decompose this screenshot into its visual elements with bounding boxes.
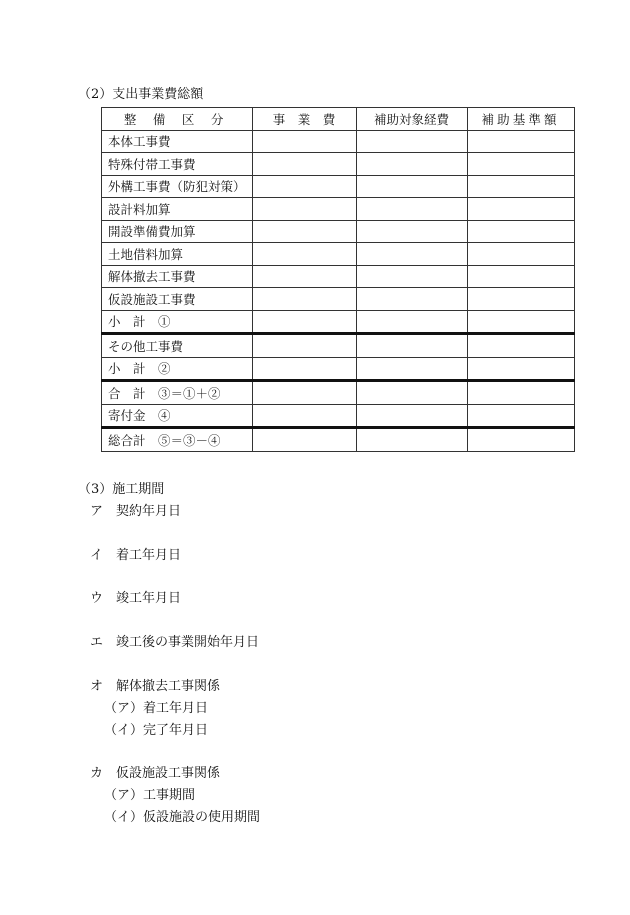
period-subitem: （イ）完了年月日 [104,723,209,738]
project-cost-cell[interactable] [252,265,356,288]
row-label: 仮設施設工事費 [102,288,253,311]
table-row [102,357,575,381]
row-label: 寄付金 ④ [102,404,253,428]
subsidy-base-cell[interactable] [467,357,574,381]
header-category: 整 備 区 分 [102,108,253,131]
row-label: 小 計 ① [102,310,253,334]
table-row [102,153,575,176]
period-item: オ 解体撤去工事関係 [90,679,221,694]
header-eligible-cost: 補助対象経費 [356,108,467,131]
period-item: エ 竣工後の事業開始年月日 [90,635,260,650]
subsidy-base-cell[interactable] [467,198,574,221]
eligible-cost-cell[interactable] [356,130,467,153]
header-project-cost: 事 業 費 [252,108,356,131]
period-item: カ 仮設施設工事関係 [90,766,221,781]
expense-table [101,107,575,452]
table-row [102,220,575,243]
project-cost-cell[interactable] [252,243,356,266]
row-label: 本体工事費 [102,130,253,153]
header-subsidy-base: 補助基準額 [467,108,574,131]
eligible-cost-cell[interactable] [356,265,467,288]
period-item: ア 契約年月日 [90,504,182,519]
eligible-cost-cell[interactable] [356,428,467,452]
eligible-cost-cell[interactable] [356,198,467,221]
eligible-cost-cell[interactable] [356,381,467,405]
period-subitem: （ア）工事期間 [104,788,196,803]
project-cost-cell[interactable] [252,153,356,176]
project-cost-cell[interactable] [252,428,356,452]
row-label: 総合計 ⑤＝③－④ [102,428,253,452]
eligible-cost-cell[interactable] [356,220,467,243]
project-cost-cell[interactable] [252,404,356,428]
eligible-cost-cell[interactable] [356,357,467,381]
subsidy-base-cell[interactable] [467,220,574,243]
eligible-cost-cell[interactable] [356,310,467,334]
project-cost-cell[interactable] [252,334,356,358]
project-cost-cell[interactable] [252,175,356,198]
subsidy-base-cell[interactable] [467,310,574,334]
row-label: 解体撤去工事費 [102,265,253,288]
subsidy-base-cell[interactable] [467,130,574,153]
row-label: その他工事費 [102,334,253,358]
row-label: 特殊付帯工事費 [102,153,253,176]
table-row [102,265,575,288]
row-label: 設計料加算 [102,198,253,221]
project-cost-cell[interactable] [252,381,356,405]
period-subitem: （ア）着工年月日 [104,701,209,716]
project-cost-cell[interactable] [252,288,356,311]
subsidy-base-cell[interactable] [467,265,574,288]
table-row [102,334,575,358]
subsidy-base-cell[interactable] [467,404,574,428]
eligible-cost-cell[interactable] [356,243,467,266]
table-row [102,404,575,428]
section-3-heading: （3）施工期間 [78,482,165,497]
table-row [102,288,575,311]
eligible-cost-cell[interactable] [356,175,467,198]
eligible-cost-cell[interactable] [356,288,467,311]
project-cost-cell[interactable] [252,220,356,243]
table-row [102,310,575,334]
table-row [102,243,575,266]
project-cost-cell[interactable] [252,357,356,381]
subsidy-base-cell[interactable] [467,175,574,198]
row-label: 小 計 ② [102,357,253,381]
table-row [102,175,575,198]
section-2-heading: （2）支出事業費総額 [78,87,204,102]
row-label: 土地借料加算 [102,243,253,266]
period-item: ウ 竣工年月日 [90,591,182,606]
project-cost-cell[interactable] [252,310,356,334]
subsidy-base-cell[interactable] [467,153,574,176]
table-header-row [102,108,575,131]
subsidy-base-cell[interactable] [467,428,574,452]
project-cost-cell[interactable] [252,130,356,153]
row-label: 合 計 ③＝①＋② [102,381,253,405]
subsidy-base-cell[interactable] [467,381,574,405]
table-row [102,198,575,221]
period-subitem: （イ）仮設施設の使用期間 [104,810,261,825]
row-label: 開設準備費加算 [102,220,253,243]
eligible-cost-cell[interactable] [356,404,467,428]
period-item: イ 着工年月日 [90,548,182,563]
table-row [102,381,575,405]
project-cost-cell[interactable] [252,198,356,221]
row-label: 外構工事費（防犯対策） [102,175,253,198]
subsidy-base-cell[interactable] [467,243,574,266]
subsidy-base-cell[interactable] [467,334,574,358]
subsidy-base-cell[interactable] [467,288,574,311]
table-row [102,428,575,452]
eligible-cost-cell[interactable] [356,153,467,176]
eligible-cost-cell[interactable] [356,334,467,358]
table-row [102,130,575,153]
